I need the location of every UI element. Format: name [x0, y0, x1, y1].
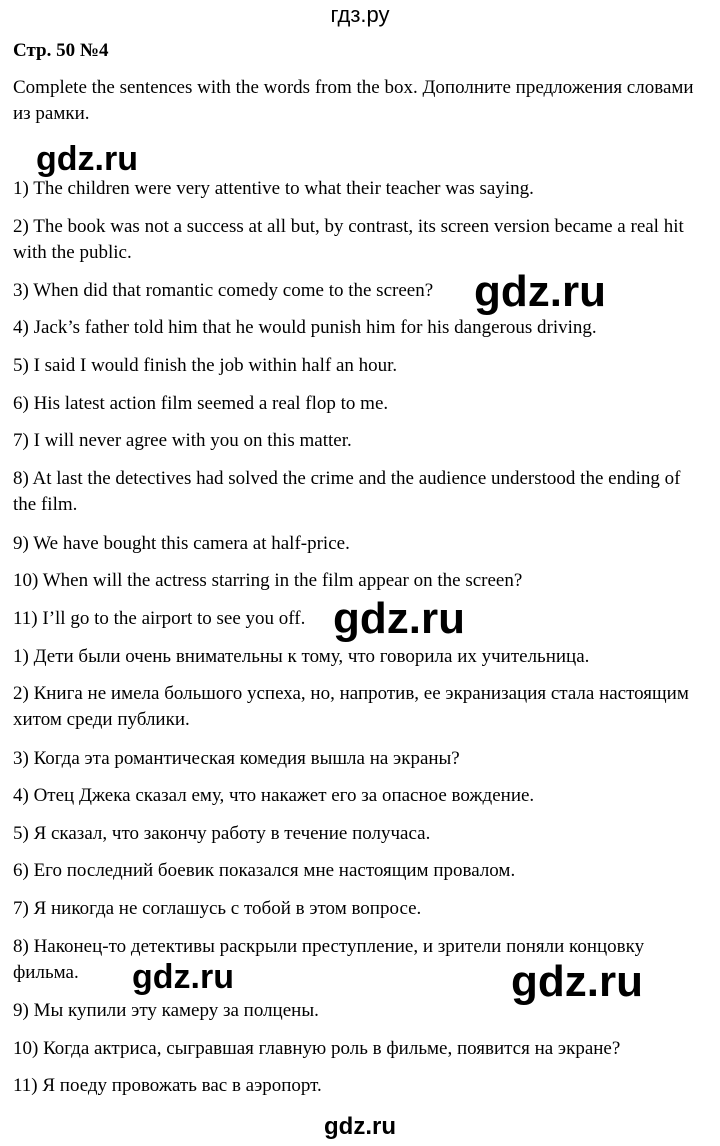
watermark-logo: gdz.ru: [36, 140, 138, 178]
english-sentence-9: 9) We have bought this camera at half-price.: [13, 533, 350, 554]
english-sentence-7: 7) I will never agree with you on this matter.: [13, 430, 352, 451]
russian-sentence-5: 5) Я сказал, что закончу работу в течение получаса.: [13, 823, 431, 844]
english-sentence-3: 3) When did that romantic comedy come to the screen?: [13, 280, 434, 301]
task-instruction: Complete the sentences with the words from the box. Дополните предложения словами из рамки.: [13, 77, 694, 124]
english-sentence-2: 2) The book was not a success at all but, by contrast, its screen version became a real hit with the public.: [13, 216, 684, 263]
russian-sentence-1: 1) Дети были очень внимательны к тому, что говорила их учительница.: [13, 646, 590, 667]
english-sentence-1: 1) The children were very attentive to what their teacher was saying.: [13, 178, 534, 199]
english-sentence-6: 6) His latest action film seemed a real flop to me.: [13, 393, 389, 414]
english-sentence-5: 5) I said I would finish the job within half an hour.: [13, 355, 398, 376]
russian-sentence-10: 10) Когда актриса, сыгравшая главную роль в фильме, появится на экране?: [13, 1038, 621, 1059]
watermark-logo: gdz.ru: [474, 267, 606, 316]
russian-sentence-2: 2) Книга не имела большого успеха, но, напротив, ее экранизация стала настоящим хитом среди публики.: [13, 683, 689, 730]
watermark-logo: gdz.ru: [511, 957, 643, 1006]
english-sentence-10: 10) When will the actress starring in the film appear on the screen?: [13, 570, 523, 591]
english-sentence-4: 4) Jack’s father told him that he would punish him for his dangerous driving.: [13, 317, 597, 338]
russian-sentence-6: 6) Его последний боевик показался мне настоящим провалом.: [13, 860, 516, 881]
english-sentence-8: 8) At last the detectives had solved the crime and the audience understood the ending of the film.: [13, 468, 681, 515]
english-sentence-11: 11) I’ll go to the airport to see you off.: [13, 608, 306, 629]
russian-sentence-7: 7) Я никогда не соглашусь с тобой в этом вопросе.: [13, 898, 422, 919]
site-header-text: гдз.ру: [330, 2, 390, 27]
russian-sentence-9: 9) Мы купили эту камеру за полцены.: [13, 1000, 319, 1021]
russian-sentence-3: 3) Когда эта романтическая комедия вышла на экраны?: [13, 748, 460, 769]
russian-sentence-11: 11) Я поеду провожать вас в аэропорт.: [13, 1075, 322, 1096]
page-title: Стр. 50 №4: [13, 40, 109, 61]
russian-sentence-8: 8) Наконец-то детективы раскрыли преступление, и зрители поняли концовку фильма.: [13, 936, 645, 983]
site-footer-text: gdz.ru: [324, 1113, 396, 1140]
russian-sentence-4: 4) Отец Джека сказал ему, что накажет его за опасное вождение.: [13, 785, 535, 806]
watermark-logo: gdz.ru: [333, 594, 465, 643]
watermark-logo: gdz.ru: [132, 958, 234, 996]
